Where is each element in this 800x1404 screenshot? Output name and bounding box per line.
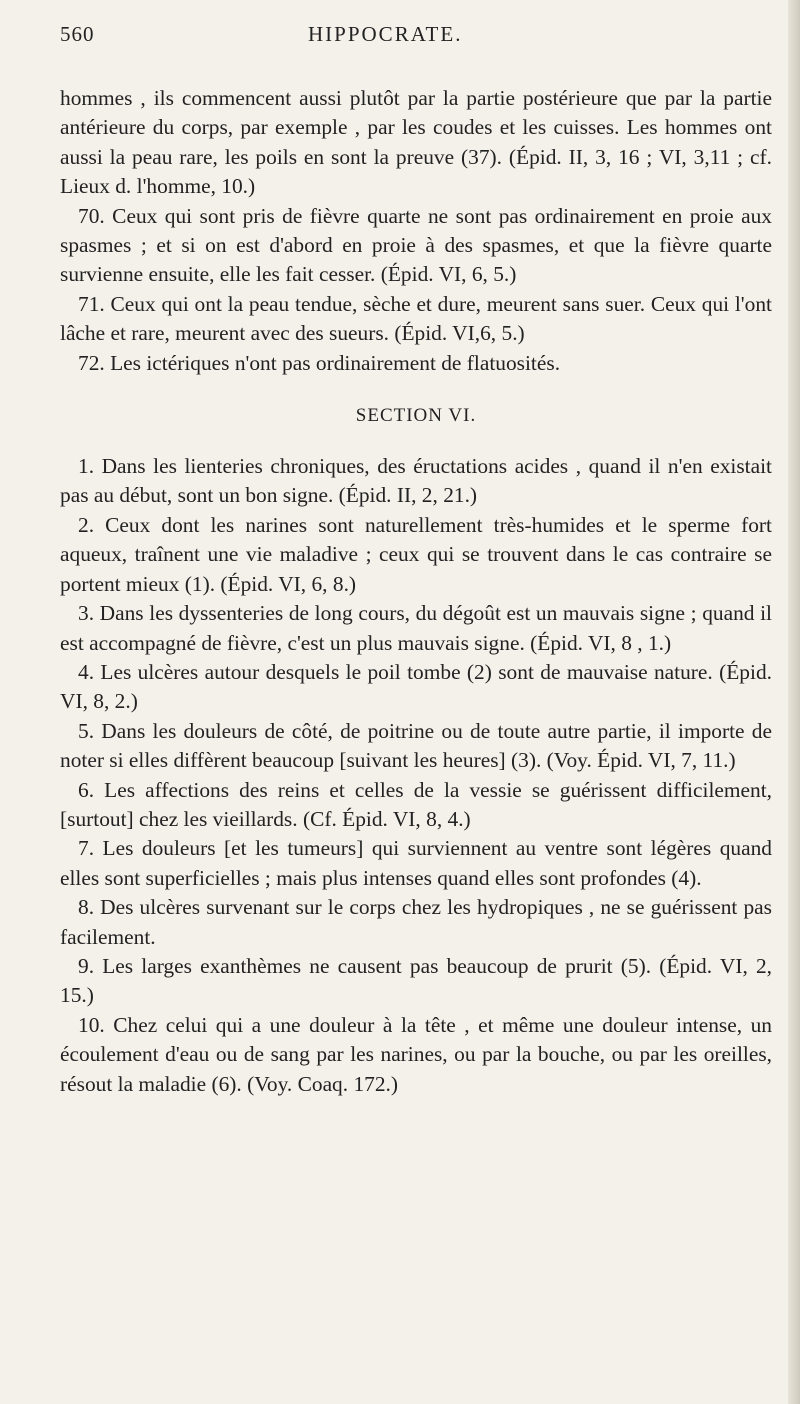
aphorism-2: 2. Ceux dont les narines sont naturellement très-humides et le sperme fort aqueux, traînent une vie maladive ; ceux qui se trouvent dans le cas contraire se portent mieux (1). (Épid. VI, 6, 8.) (60, 512, 772, 596)
page-edge-shadow (788, 0, 800, 1404)
aphorism-1: 1. Dans les lienteries chroniques, des éructations acides , quand il n'en existait pas au début, sont un bon signe. (Épid. II, 2, 21.) (60, 454, 772, 508)
aphorism-4: 4. Les ulcères autour desquels le poil tombe (2) sont de mauvaise nature. (Épid. VI, 8, 2.) (60, 659, 772, 714)
aphorism-6: 6. Les affections des reins et celles de la vessie se guérissent difficilement, [surtout] chez les vieillards. (Cf. Épid. VI, 8, 4.) (60, 777, 772, 831)
running-title: HIPPOCRATE. (308, 22, 463, 46)
aphorism-3: 3. Dans les dyssenteries de long cours, du dégoût est un mauvais signe ; quand il est accompagné de fièvre, c'est un plus mauvais signe. (Épid. VI, 8 , 1.) (60, 601, 772, 655)
page-body (60, 84, 772, 1099)
aphorism-7: 7. Les douleurs [et les tumeurs] qui surviennent au ventre sont légères quand elles sont superficielles ; mais plus intenses quand elles sont profondes (4). (60, 836, 772, 890)
aphorism-72: 72. Les ictériques n'ont pas ordinairement de flatuosités. (78, 350, 561, 375)
page-header (60, 22, 760, 48)
aphorism-8: 8. Des ulcères survenant sur le corps chez les hydropiques , ne se guérissent pas facilement. (60, 895, 772, 949)
aphorism-70: 70. Ceux qui sont pris de fièvre quarte ne sont pas ordinairement en proie aux spasmes ; et si on est d'abord en proie à des spasmes, et que la fièvre quarte survienne ensuite, elle les fait cesser. (Épid. VI, 6, 5.) (60, 203, 772, 287)
section-title: SECTION VI. (355, 405, 477, 427)
page-number: 560 (60, 22, 95, 46)
aphorism-9: 9. Les larges exanthèmes ne causent pas beaucoup de prurit (5). (Épid. VI, 2, 15.) (60, 953, 772, 1008)
aphorism-10: 10. Chez celui qui a une douleur à la tête , et même une douleur intense, un écoulement d'eau ou de sang par les narines, ou par la bouche, ou par les oreilles, résout la maladie (6). (Voy. Coaq. 172.) (60, 1012, 772, 1096)
aphorism-5: 5. Dans les douleurs de côté, de poitrine ou de toute autre partie, il importe de noter si elles diffèrent beaucoup [suivant les heures] (3). (Voy. Épid. VI, 7, 11.) (60, 718, 772, 773)
paragraph-continuation: hommes , ils commencent aussi plutôt par la partie postérieure que par la partie antérieure du corps, par exemple , par les coudes et les cuisses. Les hommes ont aussi la peau rare, les poils en sont la preuve (37). (Épid. II, 3, 16 ; VI, 3,11 ; cf. Lieux d. l'homme, 10.) (60, 86, 772, 199)
aphorism-71: 71. Ceux qui ont la peau tendue, sèche et dure, meurent sans suer. Ceux qui l'ont lâche et rare, meurent avec des sueurs. (Épid. VI,6, 5.) (60, 291, 772, 346)
